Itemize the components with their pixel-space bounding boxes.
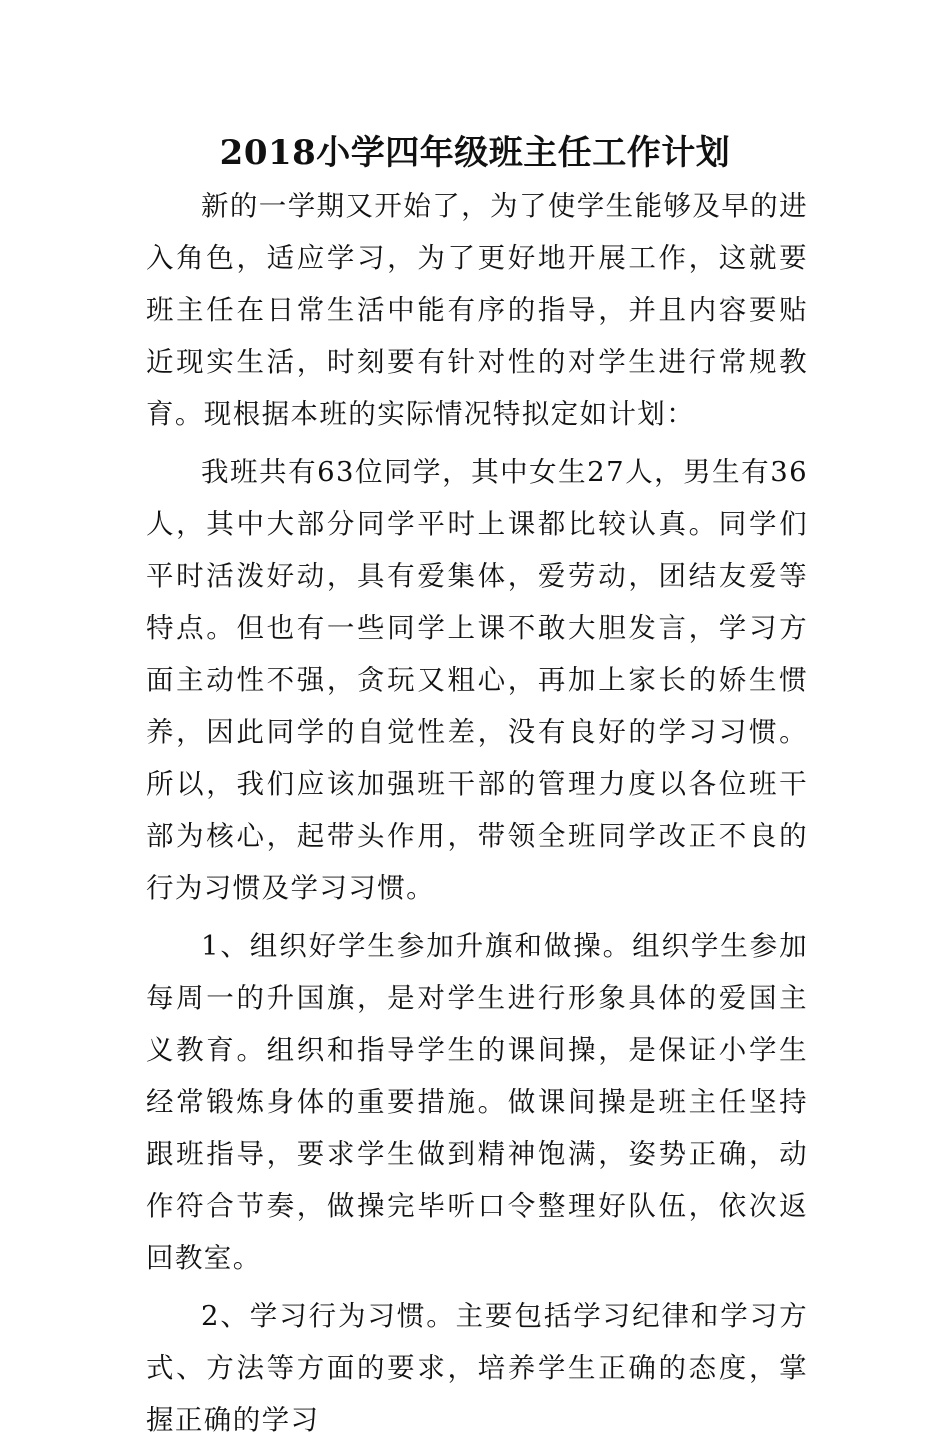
document-title: 2018小学四年级班主任工作计划 <box>219 133 731 173</box>
paragraph-item-2: 2、学习行为习惯。主要包括学习纪律和学习方式、方法等方面的要求，培养学生正确的态度，掌握正确的学习 <box>146 1300 808 1436</box>
paragraph-class-situation: 我班共有63位同学，其中女生27人，男生有36人，其中大部分同学平时上课都比较认真。同学们平时活泼好动，具有爱集体，爱劳动，团结友爱等特点。但也有一些同学上课不敢大胆发言，学习方面主动性不强，贪玩又粗心，再加上家长的娇生惯养，因此同学的自觉性差，没有良好的学习习惯。所以，我们应该加强班干部的管理力度以各位班干部为核心，起带头作用，带领全班同学改正不良的行为习惯及学习习惯。 <box>146 456 808 904</box>
paragraph-intro: 新的一学期又开始了，为了使学生能够及早的进入角色，适应学习，为了更好地开展工作，这就要班主任在日常生活中能有序的指导，并且内容要贴近现实生活，时刻要有针对性的对学生进行常规教育。现根据本班的实际情况特拟定如计划： <box>146 190 808 430</box>
paragraph-item-1: 1、组织好学生参加升旗和做操。组织学生参加每周一的升国旗，是对学生进行形象具体的爱国主义教育。组织和指导学生的课间操，是保证小学生经常锻炼身体的重要措施。做课间操是班主任坚持跟班指导，要求学生做到精神饱满，姿势正确，动作符合节奏，做操完毕听口令整理好队伍，依次返回教室。 <box>146 930 808 1274</box>
document-body <box>146 180 808 1446</box>
